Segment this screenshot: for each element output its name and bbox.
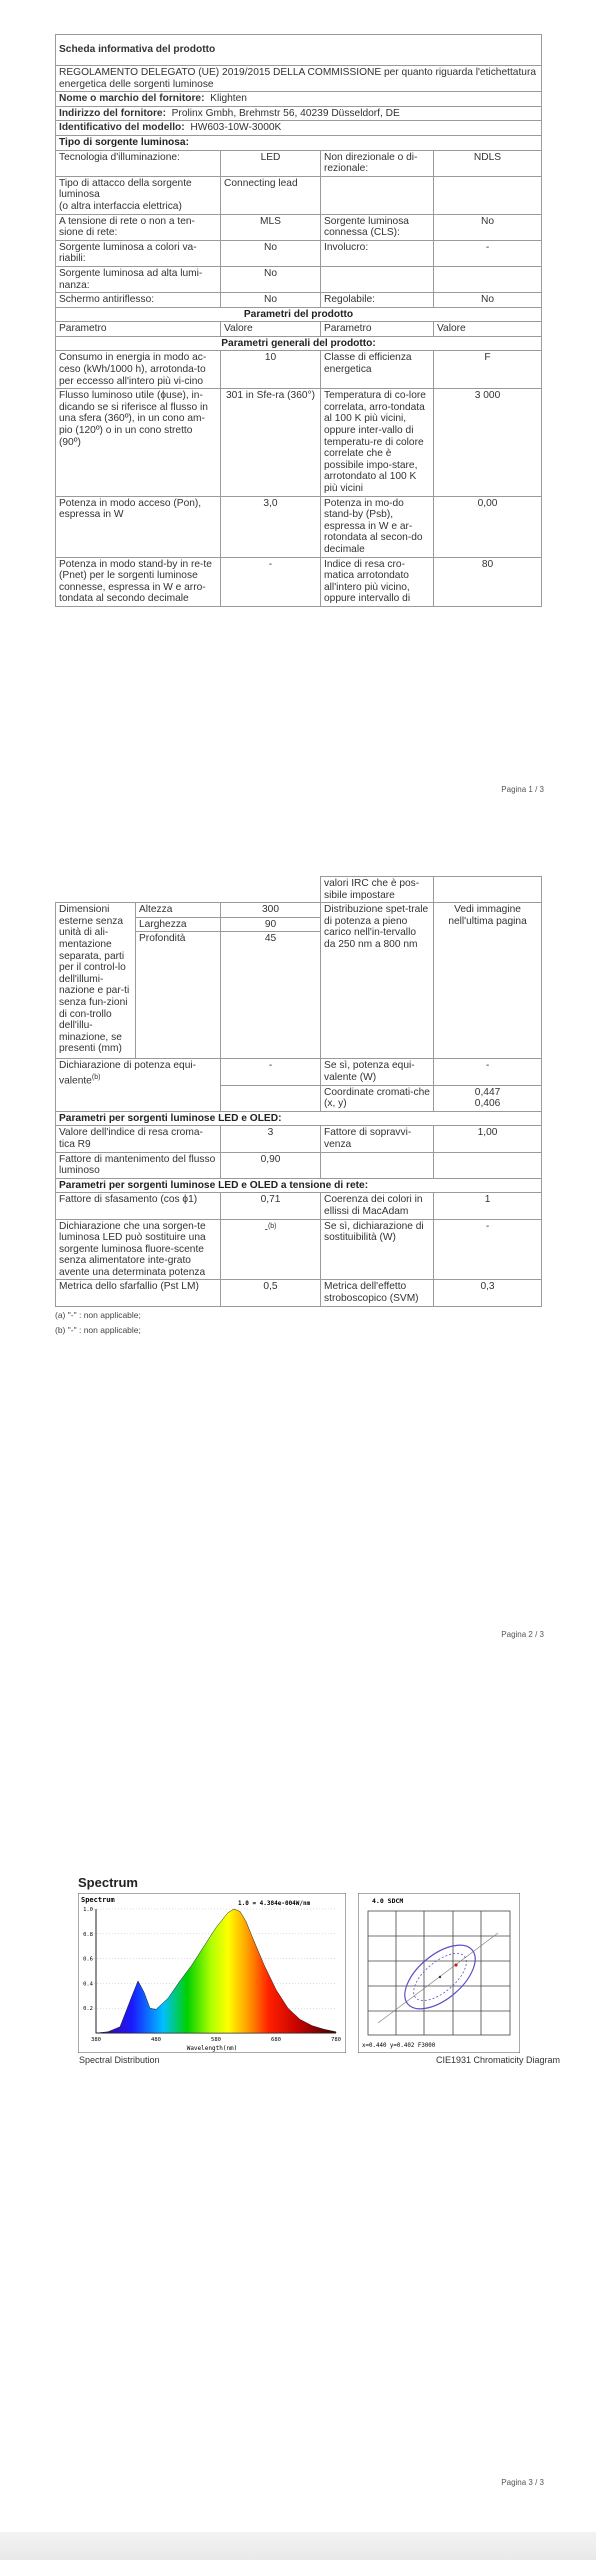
high-luminance-value: No [221, 266, 321, 292]
y-tick-label: 1.0 [83, 1907, 93, 1913]
page-1 [0, 34, 596, 607]
pnet-label: Potenza in modo stand-by in re-te (Pnet) per le sorgenti luminose connesse, espressa in W e arro-tondata al secondo decimale [56, 557, 221, 606]
r9-label: Valore dell'indice di resa croma-tica R9 [56, 1126, 221, 1152]
x-tick-label: 480 [151, 2037, 161, 2043]
svm-label: Metrica dell'effetto stroboscopico (SVM) [321, 1280, 434, 1306]
chromaticity-label: Coordinate cromati-che (x, y) [321, 1085, 434, 1111]
empty-cell [434, 266, 542, 292]
cri-value: 80 [434, 557, 542, 606]
footnote-b: (b) "-" : non applicable; [55, 1324, 141, 1335]
cri-continued: valori IRC che è pos-sibile impostare [321, 877, 434, 903]
tech-label: Tecnologia d'illuminazione: [56, 150, 221, 176]
dimensions-label: Dimensioni esterne senza unità di ali-mentazione separata, parti per il control-lo dell'illumi-nazione e par-ti senza fun-zioni di con-trollo dell'illu-minazione, se presenti (mm) [56, 903, 136, 1059]
cap-value: Connecting lead [221, 176, 321, 214]
macadam-label: Coerenza dei colori in ellissi di MacAdam [321, 1193, 434, 1219]
pst-value: 0,5 [221, 1280, 321, 1306]
empty-cell [321, 176, 434, 214]
mains-params-heading: Parametri per sorgenti luminose LED e OLED a tensione di rete: [56, 1178, 542, 1193]
spd-label: Distribuzione spet-trale di potenza a pieno carico nell'in-tervallo da 250 nm a 800 nm [321, 903, 434, 1059]
width-value: 90 [221, 917, 321, 932]
survival-label: Fattore di sopravvi-venza [321, 1126, 434, 1152]
model-row: Identificativo del modello: HW603-10W-3000K [56, 121, 542, 136]
y-tick-label: 0.4 [83, 1981, 93, 1988]
empty-cell [434, 1152, 542, 1178]
source-type-heading: Tipo di sorgente luminosa: [56, 135, 542, 150]
replace-label: Dichiarazione che una sorgen-te luminosa LED può sostituire una sorgente luminosa fluore-scente senza alimentatore inte-grato avente una determinata potenza [56, 1219, 221, 1280]
pst-label: Metrica dello sfarfallio (Pst LM) [56, 1280, 221, 1306]
x-tick-label: 780 [331, 2037, 341, 2043]
chart-title: Spectrum [81, 1896, 115, 1904]
energy-value: 10 [221, 351, 321, 389]
psb-value: 0,00 [434, 496, 542, 557]
glare-label: Schermo antiriflesso: [56, 293, 221, 308]
led-params-heading: Parametri per sorgenti luminose LED e OLED: [56, 1111, 542, 1126]
empty-cell [56, 877, 321, 903]
cct-label: Temperatura di co-lore correlata, arro-tondata al 100 K più vicini, oppure inter-vallo di temperatu-re di colore correlate che è possibile impo-stare, arrotondato al 100 K più vicini [321, 389, 434, 496]
page-2 [0, 876, 596, 1336]
bottom-decoration [0, 2532, 596, 2560]
glare-value: No [221, 293, 321, 308]
color-label: Sorgente luminosa a colori va-riabili: [56, 240, 221, 266]
chromaticity-value: 0,447 0,406 [434, 1085, 542, 1111]
color-value: No [221, 240, 321, 266]
psb-label: Potenza in mo-do stand-by (Psb), espressa in W e ar-rotondata al secon-do decimale [321, 496, 434, 557]
cri-label: Indice di resa cro-matica arrotondato all'intero più vicino, oppure intervallo di [321, 557, 434, 606]
height-label: Altezza [136, 903, 221, 918]
energy-label: Consumo in energia in modo ac-ceso (kWh/1000 h), arrotonda-to per eccesso all'intero più vi-cino [56, 351, 221, 389]
supplier-name-row: Nome o marchio del fornitore: Klighten [56, 92, 542, 107]
page-title: Scheda informativa del prodotto [56, 35, 542, 66]
supplier-address-row: Indirizzo del fornitore: Prolinx Gmbh, Brehmstr 56, 40239 Düsseldorf, DE [56, 106, 542, 121]
footnote-a: (a) "-" : non applicable; [55, 1309, 141, 1320]
col-header-value: Valore [221, 322, 321, 337]
replace-watt-label: Se sì, dichiarazione di sostituibilità (W) [321, 1219, 434, 1280]
eq-watt-label: Se sì, potenza equi-valente (W) [321, 1059, 434, 1085]
spd-value: Vedi immagine nell'ultima pagina [434, 903, 542, 1059]
x-tick-label: 580 [211, 2037, 221, 2043]
x-axis-label: Wavelength(nm) [186, 2045, 238, 2052]
class-value: F [434, 351, 542, 389]
class-label: Classe di efficienza energetica [321, 351, 434, 389]
pon-value: 3,0 [221, 496, 321, 557]
caption-spectral: Spectral Distribution [79, 2055, 160, 2065]
lumen-maint-label: Fattore di mantenimento del flusso luminoso [56, 1152, 221, 1178]
x-tick-label: 380 [91, 2037, 101, 2043]
page-number-1: Pagina 1 / 3 [501, 785, 544, 794]
page-number-3: Pagina 3 / 3 [501, 2478, 544, 2487]
cos-label: Fattore di sfasamento (cos ϕ1) [56, 1193, 221, 1219]
y-tick-label: 0.2 [83, 2006, 93, 2013]
lumen-maint-value: 0,90 [221, 1152, 321, 1178]
cct-value: 3 000 [434, 389, 542, 496]
mains-value: MLS [221, 214, 321, 240]
page-number-2: Pagina 2 / 3 [501, 1630, 544, 1639]
survival-value: 1,00 [434, 1126, 542, 1152]
svm-value: 0,3 [434, 1280, 542, 1306]
envelope-label: Involucro: [321, 240, 434, 266]
cls-label: Sorgente luminosa connessa (CLS): [321, 214, 434, 240]
pon-label: Potenza in modo acceso (Pon), espressa in W [56, 496, 221, 557]
cos-value: 0,71 [221, 1193, 321, 1219]
empty-cell [434, 877, 542, 903]
regulation-text: REGOLAMENTO DELEGATO (UE) 2019/2015 DELLA COMMISSIONE per quanto riguarda l'etichettatura energetica delle sorgenti luminose [56, 66, 542, 92]
height-value: 300 [221, 903, 321, 918]
dir-value: NDLS [434, 150, 542, 176]
replace-watt-value: - [434, 1219, 542, 1280]
col-header-param: Parametro [56, 322, 221, 337]
caption-cie: CIE1931 Chromaticity Diagram [436, 2055, 561, 2065]
col-header-value: Valore [434, 322, 542, 337]
dir-label: Non direzionale o di-rezionale: [321, 150, 434, 176]
eq-power-value: - [221, 1059, 321, 1085]
flux-label: Flusso luminoso utile (ϕuse), in-dicando se si riferisce al flusso in una sfera (360º), in un cono am-pio (120º) o in un cono stretto (90º) [56, 389, 221, 496]
depth-label: Profondità [136, 932, 221, 1059]
target-point [439, 1976, 441, 1978]
y-tick-label: 0.6 [83, 1956, 93, 1963]
cap-label: Tipo di attacco della sorgente luminosa (o altra interfaccia elettrica) [56, 176, 221, 214]
peak-readout: 1.0 = 4.384e-004W/nm [238, 1900, 311, 1907]
general-params-heading: Parametri generali del prodotto: [56, 336, 542, 351]
empty-cell [221, 1085, 321, 1111]
spectrum-chart [78, 1893, 346, 2053]
info-table-page-1 [55, 34, 542, 607]
cie-frame [358, 1893, 520, 2053]
cie-readout: x=0.440 y=0.402 F3000 [362, 2043, 436, 2049]
r9-value: 3 [221, 1126, 321, 1152]
depth-value: 45 [221, 932, 321, 1059]
pnet-value: - [221, 557, 321, 606]
x-tick-label: 680 [271, 2037, 281, 2043]
cie-diagram [358, 1893, 520, 2053]
info-table-page-2 [55, 876, 542, 1307]
y-tick-label: 0.8 [83, 1931, 93, 1938]
cie-title: 4.0 SDCM [372, 1897, 404, 1905]
mains-label: A tensione di rete o non a ten-sione di rete: [56, 214, 221, 240]
empty-cell [434, 176, 542, 214]
macadam-value: 1 [434, 1193, 542, 1219]
high-luminance-label: Sorgente luminosa ad alta lumi-nanza: [56, 266, 221, 292]
tech-value: LED [221, 150, 321, 176]
replace-value: -$^{(b)}$ [221, 1219, 321, 1280]
col-header-param: Parametro [321, 322, 434, 337]
eq-power-label: Dichiarazione di potenza equi-valente$^{(b)}$ [56, 1059, 221, 1111]
empty-cell [321, 266, 434, 292]
flux-value: 301 in Sfe-ra (360°) [221, 389, 321, 496]
width-label: Larghezza [136, 917, 221, 932]
eq-watt-value: - [434, 1059, 542, 1085]
product-params-heading: Parametri del prodotto [56, 307, 542, 322]
empty-cell [321, 1152, 434, 1178]
measured-point [454, 1963, 457, 1966]
envelope-value: - [434, 240, 542, 266]
dimmable-value: No [434, 293, 542, 308]
dimmable-label: Regolabile: [321, 293, 434, 308]
cls-value: No [434, 214, 542, 240]
spectrum-heading: Spectrum [78, 1875, 138, 1890]
